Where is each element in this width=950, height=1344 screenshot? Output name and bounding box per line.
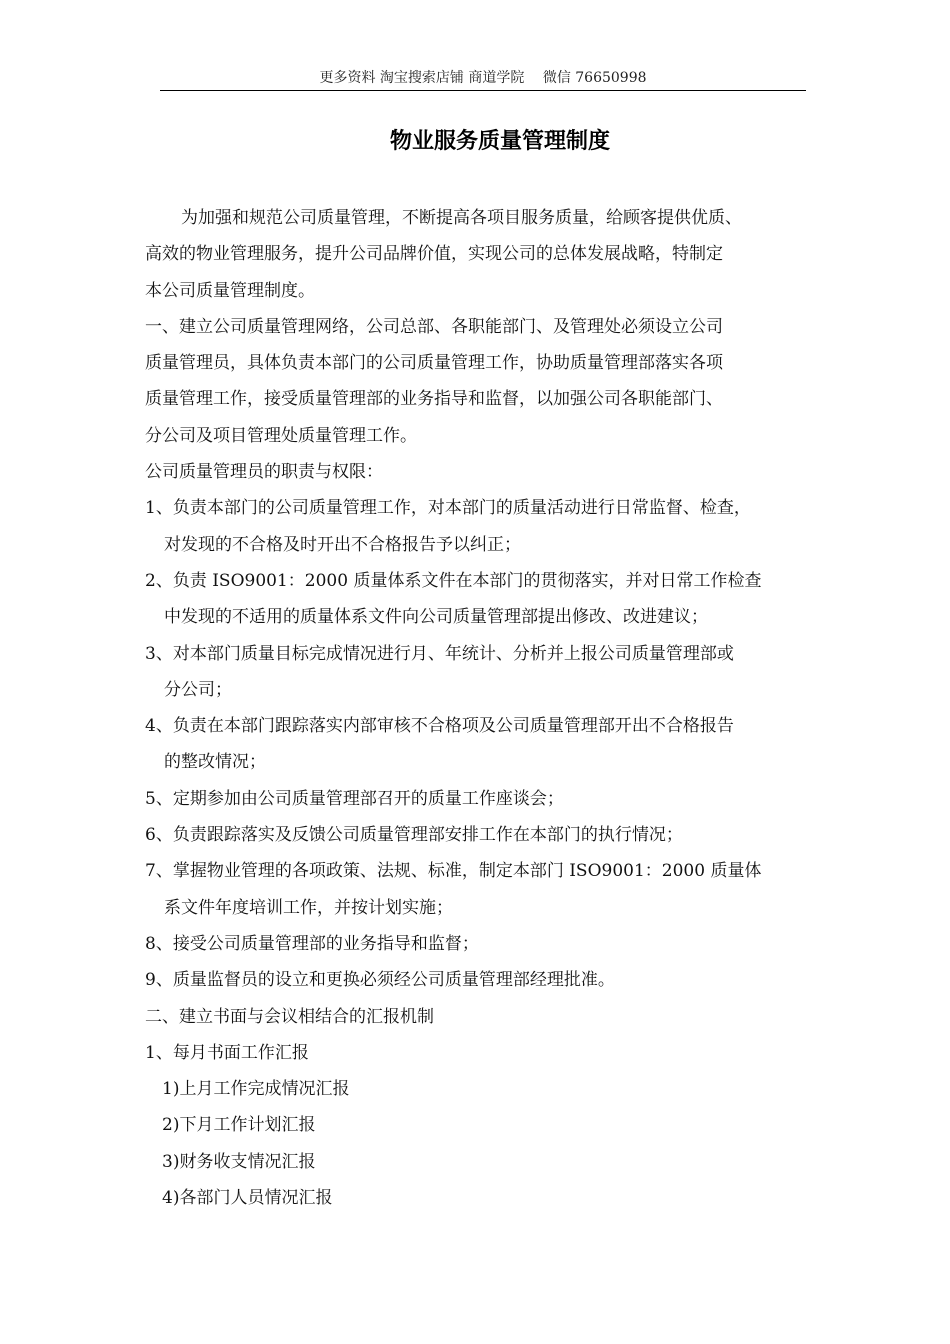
text-line: 公司质量管理员的职责与权限： [145,462,383,483]
sub-list-item: 1)上月工作完成情况汇报 [162,1079,350,1100]
text-line: 1、负责本部门的公司质量管理工作，对本部门的质量活动进行日常监督、检查， [145,498,751,519]
text-line: 2、负责 ISO9001：2000 质量体系文件在本部门的贯彻落实，并对日常工作检查 [145,570,762,591]
text-line: 二、建立书面与会议相结合的汇报机制 [145,1006,434,1027]
sub-list-item: 3)财务收支情况汇报 [162,1151,316,1172]
text-line: 一、建立公司质量管理网络，公司总部、各职能部门、及管理处必须设立公司 [145,316,723,337]
list-item-continuation: 中发现的不适用的质量体系文件向公司质量管理部提出修改、改进建议； [164,607,708,628]
text-line: 分公司及项目管理处质量管理工作。 [145,425,417,446]
list-item-continuation: 的整改情况； [164,752,266,773]
text-line: 7、掌握物业管理的各项政策、法规、标准，制定本部门 ISO9001：2000 质量体 [145,861,762,882]
text-line: 4、负责在本部门跟踪落实内部审核不合格项及公司质量管理部开出不合格报告 [145,716,734,737]
text-line: 8、接受公司质量管理部的业务指导和监督； [145,933,479,954]
text-line: 3、对本部门质量目标完成情况进行月、年统计、分析并上报公司质量管理部或 [145,643,734,664]
text-line: 质量管理员，具体负责本部门的公司质量管理工作，协助质量管理部落实各项 [145,353,723,374]
document-title: 物业服务质量管理制度 [389,128,610,154]
text-line: 6、负责跟踪落实及反馈公司质量管理部安排工作在本部门的执行情况； [145,825,683,846]
text-line: 质量管理工作，接受质量管理部的业务指导和监督，以加强公司各职能部门、 [145,389,723,410]
paragraph-line: 为加强和规范公司质量管理，不断提高各项目服务质量，给顾客提供优质、 [181,208,742,228]
sub-list-item: 4)各部门人员情况汇报 [162,1188,333,1209]
header-text: 更多资料 淘宝搜索店铺 商道学院 微信 76650998 [319,70,647,86]
sub-list-item: 2)下月工作计划汇报 [162,1115,316,1136]
text-line: 1、每月书面工作汇报 [145,1042,309,1063]
page-header [160,68,806,91]
document-body [145,200,825,1216]
text-line: 高效的物业管理服务，提升公司品牌价值，实现公司的总体发展战略，特制定 [145,244,723,265]
list-item-continuation: 对发现的不合格及时开出不合格报告予以纠正； [164,534,521,555]
text-line: 5、定期参加由公司质量管理部召开的质量工作座谈会； [145,788,564,809]
text-line: 9、质量监督员的设立和更换必须经公司质量管理部经理批准。 [145,970,615,991]
list-item-continuation: 系文件年度培训工作，并按计划实施； [164,897,453,918]
text-line: 本公司质量管理制度。 [145,280,315,301]
list-item-continuation: 分公司； [164,679,232,700]
